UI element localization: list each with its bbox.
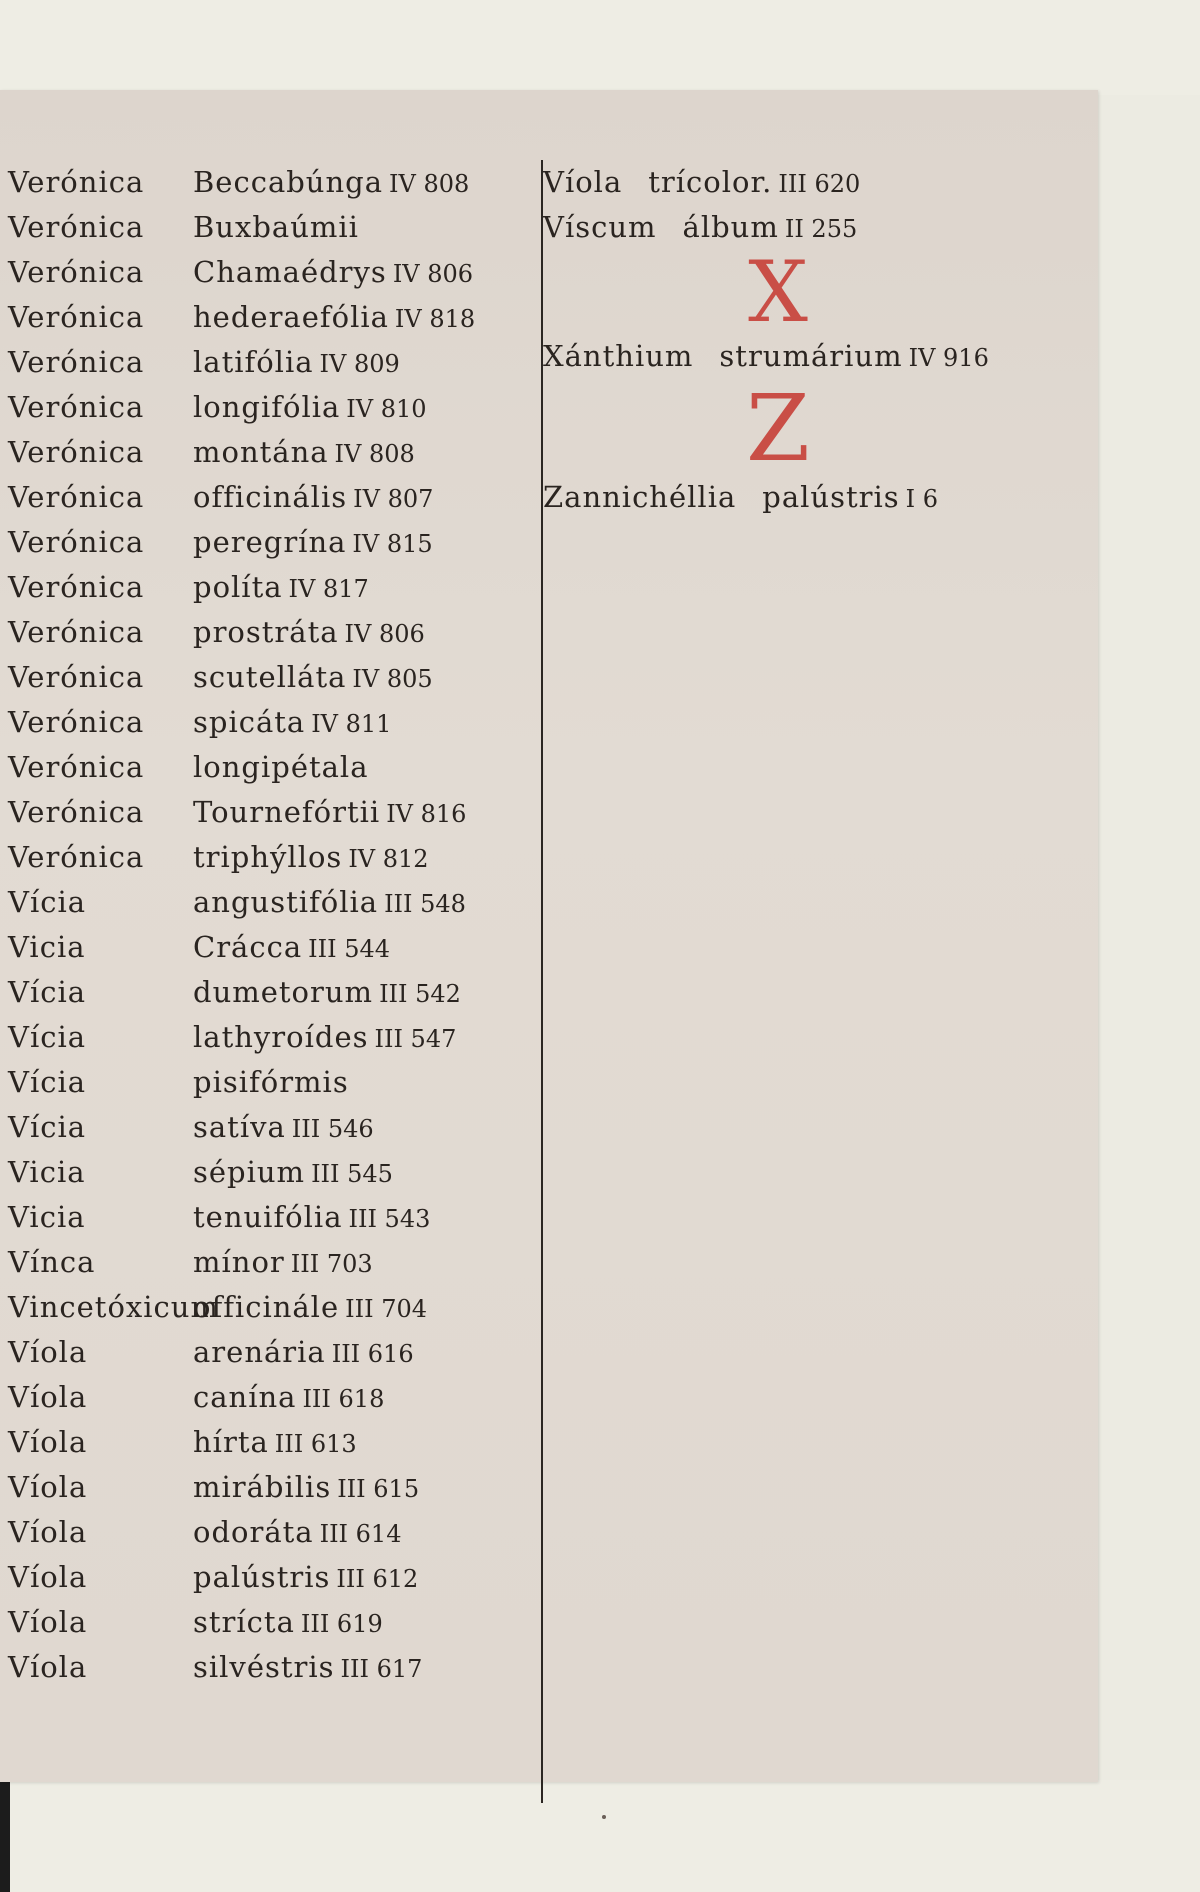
index-entry bbox=[8, 610, 538, 655]
entry-genus: Víola bbox=[8, 1425, 88, 1459]
entry-genus: Zannichéllia bbox=[543, 480, 737, 514]
entry-genus: Vícia bbox=[8, 1020, 87, 1054]
entry-genus: Verónica bbox=[8, 435, 145, 469]
entry-genus: Verónica bbox=[8, 705, 145, 739]
entry-genus: Verónica bbox=[8, 345, 145, 379]
entry-genus: Vínca bbox=[8, 1245, 96, 1279]
entry-genus: Víola bbox=[8, 1470, 88, 1504]
entry-volume-page-ref: IV 811 bbox=[311, 710, 392, 738]
index-page bbox=[0, 90, 1098, 1782]
entry-species: Crácca bbox=[193, 930, 303, 964]
entry-genus: Verónica bbox=[8, 570, 145, 604]
entry-species: Beccabúnga bbox=[193, 165, 384, 199]
entry-volume-page-ref: IV 808 bbox=[389, 170, 470, 198]
entry-genus: Vícia bbox=[8, 1065, 87, 1099]
entry-volume-page-ref: III 614 bbox=[319, 1520, 402, 1548]
entry-volume-page-ref: III 542 bbox=[379, 980, 461, 1008]
index-entry bbox=[8, 1420, 538, 1465]
entry-volume-page-ref: III 547 bbox=[374, 1025, 457, 1053]
entry-species: mínor bbox=[193, 1245, 285, 1279]
entry-genus: Verónica bbox=[8, 660, 145, 694]
entry-genus: Víola bbox=[8, 1560, 88, 1594]
index-entry bbox=[8, 925, 538, 970]
index-entry bbox=[8, 1510, 538, 1555]
entry-volume-page-ref: IV 812 bbox=[348, 845, 429, 873]
entry-genus: Víola bbox=[8, 1515, 88, 1549]
index-entry bbox=[8, 1150, 538, 1195]
entry-volume-page-ref: III 548 bbox=[384, 890, 466, 918]
index-entry bbox=[543, 475, 1083, 520]
entry-genus: Víola bbox=[543, 165, 623, 199]
entry-genus: Vícia bbox=[8, 885, 87, 919]
entry-species: mirábilis bbox=[193, 1470, 332, 1504]
left-column bbox=[8, 160, 538, 1690]
entry-volume-page-ref: IV 815 bbox=[352, 530, 433, 558]
entry-volume-page-ref: IV 810 bbox=[346, 395, 427, 423]
entry-genus: Vícia bbox=[8, 975, 87, 1009]
entry-volume-page-ref: III 546 bbox=[291, 1115, 374, 1143]
index-entry bbox=[8, 700, 538, 745]
index-entry bbox=[8, 1465, 538, 1510]
entry-genus: Víola bbox=[8, 1650, 88, 1684]
entry-species: strumárium bbox=[719, 339, 903, 373]
entry-volume-page-ref: III 615 bbox=[337, 1475, 420, 1503]
entry-species: hederaefólia bbox=[193, 300, 389, 334]
entry-volume-page-ref: III 612 bbox=[336, 1565, 419, 1593]
index-entry bbox=[8, 1600, 538, 1645]
entry-volume-page-ref: IV 807 bbox=[353, 485, 434, 513]
entry-species: scutelláta bbox=[193, 660, 347, 694]
entry-species: angustifólia bbox=[193, 885, 379, 919]
entry-volume-page-ref: IV 818 bbox=[394, 305, 476, 333]
index-entry bbox=[8, 565, 538, 610]
entry-species: hírta bbox=[193, 1425, 269, 1459]
index-entry bbox=[8, 835, 538, 880]
section-letter-x: X bbox=[748, 243, 808, 341]
entry-species: lathyroídes bbox=[193, 1020, 369, 1054]
section-letter-z: Z bbox=[746, 375, 810, 482]
entry-species: trícolor. bbox=[648, 165, 773, 199]
index-entry bbox=[8, 655, 538, 700]
entry-volume-page-ref: III 703 bbox=[290, 1250, 373, 1278]
index-entry bbox=[8, 1375, 538, 1420]
entry-species: palústris bbox=[193, 1560, 331, 1594]
index-entry bbox=[8, 1330, 538, 1375]
entry-species: sépium bbox=[193, 1155, 306, 1189]
index-entry bbox=[8, 880, 538, 925]
entry-species: montána bbox=[193, 435, 329, 469]
entry-species: triphýllos bbox=[193, 840, 343, 874]
entry-genus: Verónica bbox=[8, 525, 145, 559]
entry-genus: Xánthium bbox=[543, 339, 694, 373]
entry-species: canína bbox=[193, 1380, 297, 1414]
index-entry bbox=[8, 790, 538, 835]
index-entry bbox=[8, 1240, 538, 1285]
entry-volume-page-ref: IV 809 bbox=[319, 350, 400, 378]
entry-volume-page-ref: III 543 bbox=[348, 1205, 431, 1233]
index-entry bbox=[8, 250, 538, 295]
index-entry bbox=[8, 475, 538, 520]
entry-genus: Verónica bbox=[8, 795, 145, 829]
entry-genus: Vicia bbox=[8, 1155, 86, 1189]
index-entry bbox=[8, 1195, 538, 1240]
index-entry bbox=[8, 430, 538, 475]
entry-genus: Víola bbox=[8, 1380, 88, 1414]
index-entry bbox=[8, 1645, 538, 1690]
entry-species: peregrína bbox=[193, 525, 347, 559]
entry-volume-page-ref: IV 808 bbox=[334, 440, 415, 468]
entry-volume-page-ref: III 618 bbox=[302, 1385, 385, 1413]
index-entry bbox=[8, 340, 538, 385]
entry-species: latifólia bbox=[193, 345, 314, 379]
entry-volume-page-ref: II 255 bbox=[784, 215, 858, 243]
entry-species: palústris bbox=[762, 480, 900, 514]
entry-volume-page-ref: III 545 bbox=[311, 1160, 393, 1188]
entry-volume-page-ref: III 619 bbox=[300, 1610, 383, 1638]
entry-volume-page-ref: IV 817 bbox=[288, 575, 369, 603]
index-entry bbox=[543, 334, 1083, 379]
entry-genus: Víola bbox=[8, 1335, 88, 1369]
x-entries bbox=[543, 334, 1083, 379]
v-entries bbox=[543, 160, 1083, 250]
scan-backdrop-top bbox=[0, 0, 1200, 95]
index-entry bbox=[8, 970, 538, 1015]
entry-genus: Verónica bbox=[8, 840, 145, 874]
entry-volume-page-ref: III 617 bbox=[340, 1655, 423, 1683]
index-entry bbox=[8, 385, 538, 430]
index-entry bbox=[8, 1105, 538, 1150]
entry-volume-page-ref: III 620 bbox=[778, 170, 861, 198]
entry-species: silvéstris bbox=[193, 1650, 335, 1684]
entry-species: longifólia bbox=[193, 390, 341, 424]
entry-genus: Víscum bbox=[543, 210, 657, 244]
entry-volume-page-ref: III 616 bbox=[331, 1340, 414, 1368]
entry-genus: Vícia bbox=[8, 1110, 87, 1144]
paper-speck bbox=[602, 1815, 606, 1819]
entry-genus: Vicia bbox=[8, 930, 86, 964]
entry-species: odoráta bbox=[193, 1515, 314, 1549]
index-entry bbox=[8, 1015, 538, 1060]
entry-species: strícta bbox=[193, 1605, 295, 1639]
entry-species: officinális bbox=[193, 480, 348, 514]
index-entry bbox=[543, 160, 1083, 205]
entry-genus: Verónica bbox=[8, 615, 145, 649]
entry-species: álbum bbox=[682, 210, 779, 244]
entry-genus: Verónica bbox=[8, 750, 145, 784]
entry-species: longipétala bbox=[193, 750, 369, 784]
index-entry bbox=[8, 520, 538, 565]
entry-genus: Verónica bbox=[8, 210, 145, 244]
right-column bbox=[543, 160, 1083, 520]
entry-species: satíva bbox=[193, 1110, 286, 1144]
index-entry bbox=[8, 745, 538, 790]
index-entry bbox=[8, 160, 538, 205]
entry-genus: Verónica bbox=[8, 300, 145, 334]
entry-volume-page-ref: IV 806 bbox=[344, 620, 425, 648]
entry-genus: Verónica bbox=[8, 165, 145, 199]
entry-species: officinále bbox=[193, 1290, 340, 1324]
entry-genus: Verónica bbox=[8, 480, 145, 514]
index-entry bbox=[8, 1555, 538, 1600]
binding-edge bbox=[0, 1780, 10, 1892]
entry-species: prostráta bbox=[193, 615, 339, 649]
entry-species: pisifórmis bbox=[193, 1065, 349, 1099]
entry-volume-page-ref: III 544 bbox=[308, 935, 391, 963]
entry-species: spicáta bbox=[193, 705, 306, 739]
entry-genus: Vicia bbox=[8, 1200, 86, 1234]
entry-volume-page-ref: III 613 bbox=[274, 1430, 357, 1458]
entry-species: políta bbox=[193, 570, 283, 604]
entry-genus: Víola bbox=[8, 1605, 88, 1639]
entry-volume-page-ref: IV 916 bbox=[908, 344, 989, 372]
entry-volume-page-ref: IV 805 bbox=[352, 665, 433, 693]
entry-species: Buxbaúmii bbox=[193, 210, 359, 244]
entry-volume-page-ref: IV 806 bbox=[392, 260, 474, 288]
index-entry bbox=[8, 205, 538, 250]
z-entries bbox=[543, 475, 1083, 520]
entry-species: Chamaédrys bbox=[193, 255, 387, 289]
entry-volume-page-ref: IV 816 bbox=[386, 800, 467, 828]
entry-species: tenuifólia bbox=[193, 1200, 343, 1234]
entry-species: dumetorum bbox=[193, 975, 374, 1009]
entry-genus: Verónica bbox=[8, 255, 145, 289]
index-entry bbox=[543, 205, 1083, 250]
index-entry bbox=[8, 1285, 538, 1330]
index-entry bbox=[8, 295, 538, 340]
entry-genus: Vincetóxicum bbox=[8, 1290, 219, 1324]
entry-volume-page-ref: III 704 bbox=[345, 1295, 428, 1323]
entry-species: arenária bbox=[193, 1335, 326, 1369]
entry-volume-page-ref: I 6 bbox=[905, 485, 939, 513]
index-entry bbox=[8, 1060, 538, 1105]
entry-genus: Verónica bbox=[8, 390, 145, 424]
entry-species: Tournefórtii bbox=[193, 795, 381, 829]
scan-backdrop-bottom bbox=[0, 1780, 1200, 1892]
